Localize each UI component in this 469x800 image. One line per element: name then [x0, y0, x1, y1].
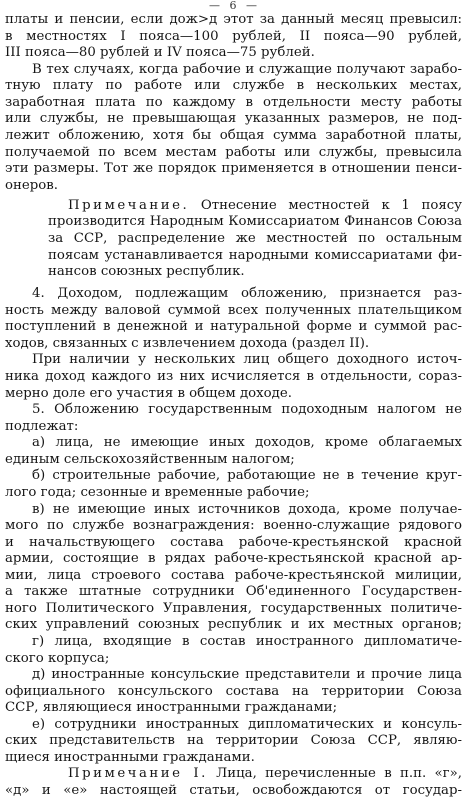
text-line: щиеся иностранными гражданами. [5, 749, 255, 765]
text-line: тную плату по работе или службе в нескольких местах, [5, 78, 462, 94]
text-line: лого года; сезонные и временные рабочие; [5, 484, 310, 500]
text-line: В тех случаях, когда рабочие и служащие получают зарабо- [32, 61, 462, 77]
note-line: производится Народным Комиссариатом Финансов Союза [48, 214, 462, 230]
text-line: ника доход каждого из них исчисляется в отдельности, сораз- [5, 369, 462, 384]
text-line: мого по службе вознаграждения: военно-служащие рядового [5, 518, 462, 533]
page-number: — 6 — [209, 0, 260, 12]
text-line: заработная плата по каждому в отдельности месту работы [5, 94, 462, 110]
note-label: Примечание I. [68, 766, 208, 782]
note-line: за ССР, распределение же местностей по остальным [48, 231, 462, 246]
text-line: ного Политического Управления, государственных политиче- [5, 600, 462, 616]
note-text: Отнесение местностей к 1 поясу [189, 197, 462, 213]
list-item: г) лица, входящие в состав иностранного дипломатиче- [32, 634, 462, 649]
text-line: и начальствующего состава рабоче-крестьянской красной [5, 534, 462, 550]
text-line: лежит обложению, хотя бы общая сумма заработной платы, [5, 127, 462, 143]
note-line: нансов союзных республик. [48, 264, 245, 280]
text-line: официального консульского состава на территории Союза [5, 683, 462, 699]
note-line [68, 197, 462, 215]
note-line: «д» и «е» настоящей статьи, освобождаются от государ- [5, 783, 462, 798]
list-item: д) иностранные консульские представители и прочие лица [32, 667, 462, 683]
text-line: единым сельскохозяйственным налогом; [5, 451, 295, 467]
text-line: ССР, являющиеся иностранными гражданами; [5, 700, 338, 716]
text-line: ских представительств на территории Союза ССР, являю- [5, 733, 462, 749]
text-line: или службы, не превышающая указанных размеров, не под- [5, 111, 462, 127]
text-line: онеров. [5, 177, 58, 193]
text-line: ских управлений союзных республик и их местных органов; [5, 617, 462, 633]
text-line: а также штатные сотрудники Об'единенного Государствен- [5, 584, 462, 600]
text-line: ность между валовой суммой всех полученных плательщиком [5, 302, 462, 318]
text-line: эти размеры. Тот же порядок применяется в отношении пенси- [5, 161, 462, 176]
text-line: ского корпуса; [5, 650, 110, 666]
text-line: в местностях I пояса—100 рублей, II пояса—90 рублей, [5, 28, 462, 44]
text-line: мерно доле его участия в общем доходе. [5, 385, 292, 401]
text-line: 5. Обложению государственным подоходным налогом не [32, 402, 462, 418]
note-line [68, 765, 462, 783]
text-line: подлежат: [5, 418, 79, 434]
text-line: III пояса—80 рублей и IV пояса—75 рублей. [5, 45, 315, 61]
text-line: мии, лица строевого состава рабоче-крестьянской милиции, [5, 567, 462, 583]
note-text: Лица, перечисленные в п.п. «г», [207, 766, 462, 782]
text-line: 4. Доходом, подлежащим обложению, признается раз- [32, 286, 462, 302]
text-line: получаемой по всем местам работы или службы, превысила [5, 144, 462, 160]
list-item: е) сотрудники иностранных дипломатических и консуль- [32, 716, 462, 732]
text-line: При наличии у нескольких лиц общего доходного источ- [32, 352, 462, 368]
note-line: поясам устанавливается народными комиссариатами фи- [48, 247, 462, 263]
list-item: а) лица, не имеющие иных доходов, кроме облагаемых [32, 435, 462, 451]
text-line: поступлений в денежной и натуральной форме и суммой рас- [5, 319, 462, 335]
note-label: Примечание. [68, 197, 190, 213]
text-line: платы и пенсии, если дож>д этот за данный месяц превысил: [5, 12, 462, 27]
list-item: б) строительные рабочие, работающие не в течение круг- [32, 468, 462, 484]
text-line: армии, состоящие в рядах рабоче-крестьянской красной ар- [5, 551, 462, 567]
list-item: в) не имеющие иных источников дохода, кроме получае- [32, 501, 462, 517]
text-line: ходов, связанных с извлечением дохода (раздел II). [5, 335, 370, 351]
